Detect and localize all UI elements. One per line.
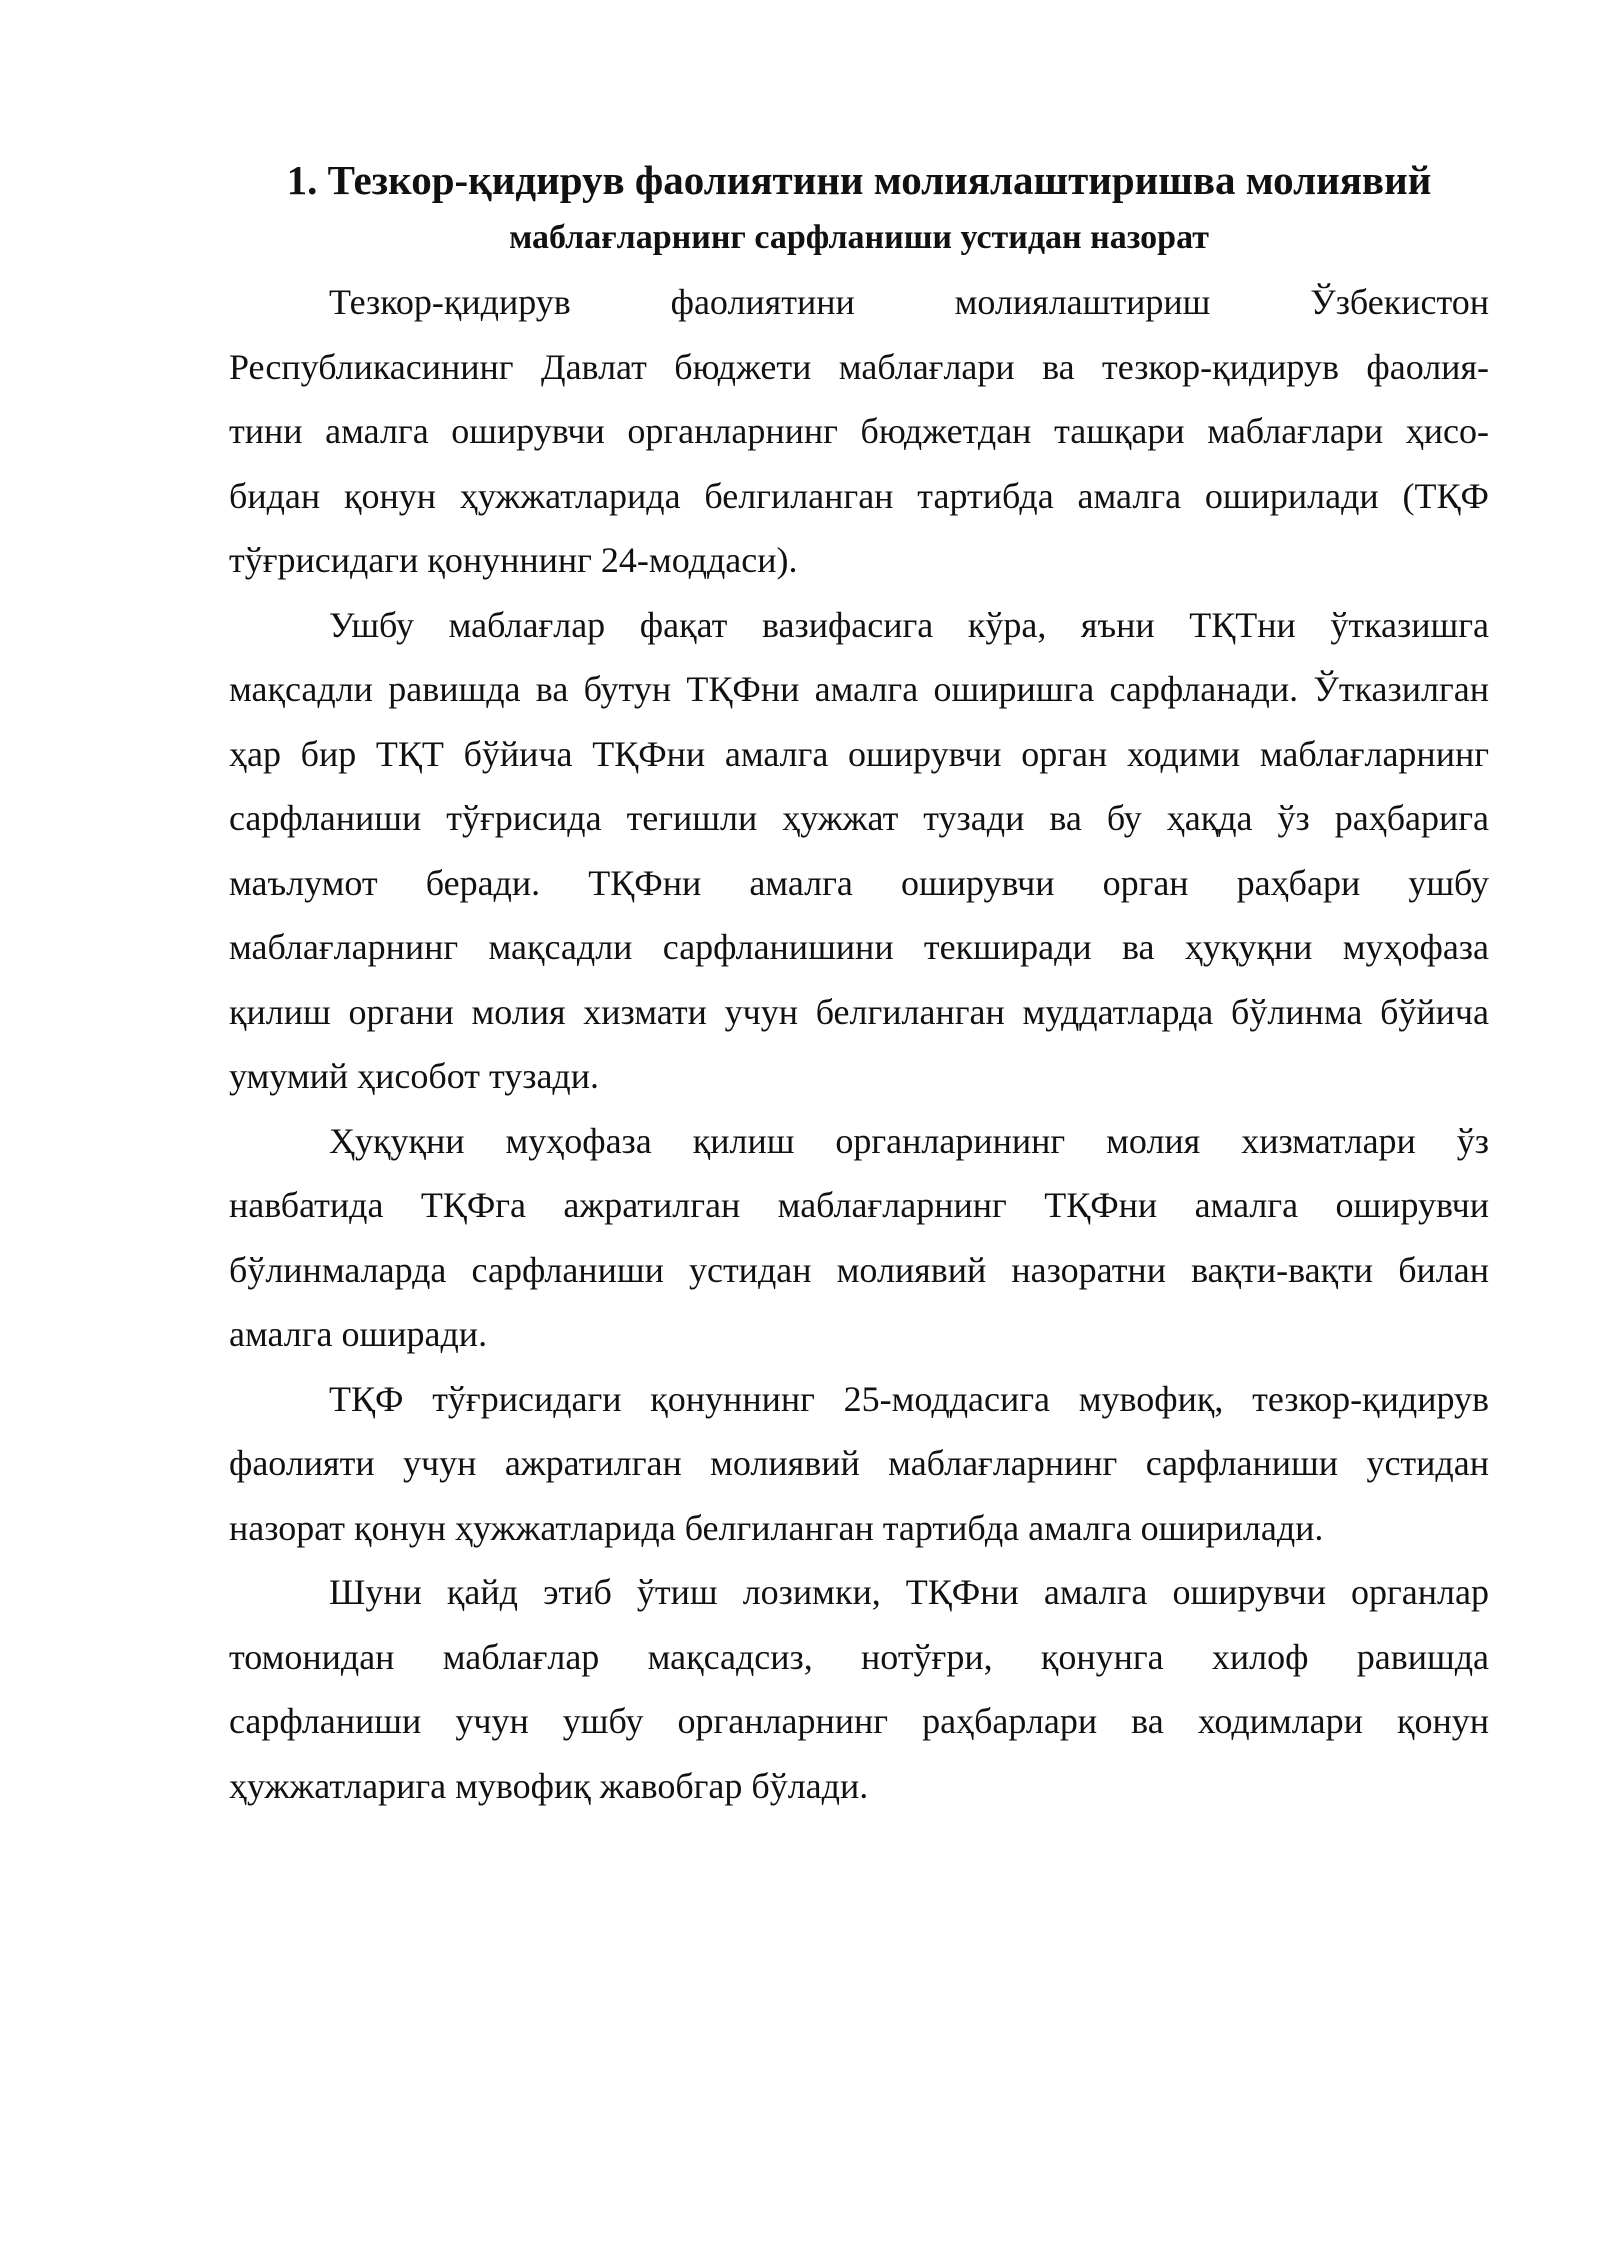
paragraph-line: умумий ҳисобот тузади. <box>229 1056 600 1096</box>
paragraph-2 <box>229 593 1489 1109</box>
paragraph-line: ҳар бир ТҚТ бўйича ТҚФни амалга оширувчи орган ходими маблағларнинг <box>229 733 1489 774</box>
paragraph-line: мақсадли равишда ва бутун ТҚФни амалга оширишга сарфланади. Ўтказилган <box>229 669 1489 709</box>
paragraph-line: навбатида ТҚФга ажратилган маблағларнинг ТҚФни амалга оширувчи <box>229 1185 1489 1225</box>
paragraph-line: бидан қонун ҳужжатларида белгиланган тартибда амалга оширилади (ТҚФ <box>229 475 1489 516</box>
paragraph-line: Ҳуқуқни муҳофаза қилиш органларининг молия хизматлари ўз <box>329 1120 1489 1161</box>
paragraph-line: Республикасининг Давлат бюджети маблағлари ва тезкор-қидирув фаолия- <box>229 346 1489 387</box>
paragraph-5 <box>229 1560 1489 1818</box>
paragraph-1 <box>229 270 1489 593</box>
paragraph-4 <box>229 1367 1489 1561</box>
paragraph-line: сарфланиши учун ушбу органларнинг раҳбарлари ва ходимлари қонун <box>229 1701 1489 1741</box>
paragraph-line: сарфланиши тўғрисида тегишли ҳужжат тузади ва бу ҳақда ўз раҳбарига <box>229 798 1489 838</box>
paragraph-line: Тезкор-қидирув фаолиятини молиялаштириш Ўзбекистон <box>329 282 1489 322</box>
paragraph-line: маблағларнинг мақсадли сарфланишини текширади ва ҳуқуқни муҳофаза <box>229 927 1489 967</box>
paragraph-line: ТҚФ тўғрисидаги қонуннинг 25-моддасига мувофиқ, тезкор-қидирув <box>329 1378 1489 1419</box>
paragraph-line: Ушбу маблағлар фақат вазифасига кўра, яъни ТҚТни ўтказишга <box>329 604 1489 645</box>
paragraph-line: фаолияти учун ажратилган молиявий маблағларнинг сарфланиши устидан <box>229 1443 1489 1483</box>
paragraph-3 <box>229 1109 1489 1367</box>
document-body <box>229 148 1489 1818</box>
paragraph-line: назорат қонун ҳужжатларида белгиланган тартибда амалга оширилади. <box>229 1507 1324 1548</box>
paragraph-line: тўғрисидаги қонуннинг 24-моддаси). <box>229 540 798 580</box>
paragraph-line: маълумот беради. ТҚФни амалга оширувчи орган раҳбари ушбу <box>229 862 1489 903</box>
paragraph-line: тини амалга оширувчи органларнинг бюджетдан ташқари маблағлари ҳисо- <box>229 411 1489 451</box>
paragraph-line: Шуни қайд этиб ўтиш лозимки, ТҚФни амалга оширувчи органлар <box>329 1572 1489 1612</box>
paragraph-line: томонидан маблағлар мақсадсиз, нотўғри, қонунга хилоф равишда <box>229 1636 1489 1677</box>
paragraph-line: амалга оширади. <box>229 1314 488 1354</box>
paragraph-line: бўлинмаларда сарфланиши устидан молиявий назоратни вақти-вақти билан <box>229 1249 1489 1290</box>
section-subtitle: маблағларнинг сарфланиши устидан назорат <box>509 219 1209 256</box>
section-title: 1. Тезкор-қидирув фаолиятини молиялаштиришва молиявий <box>286 157 1432 203</box>
paragraph-line: ҳужжатларига мувофиқ жавобгар бўлади. <box>229 1765 869 1806</box>
paragraph-line: қилиш органи молия хизмати учун белгиланган муддатларда бўлинма бўйича <box>229 991 1489 1032</box>
